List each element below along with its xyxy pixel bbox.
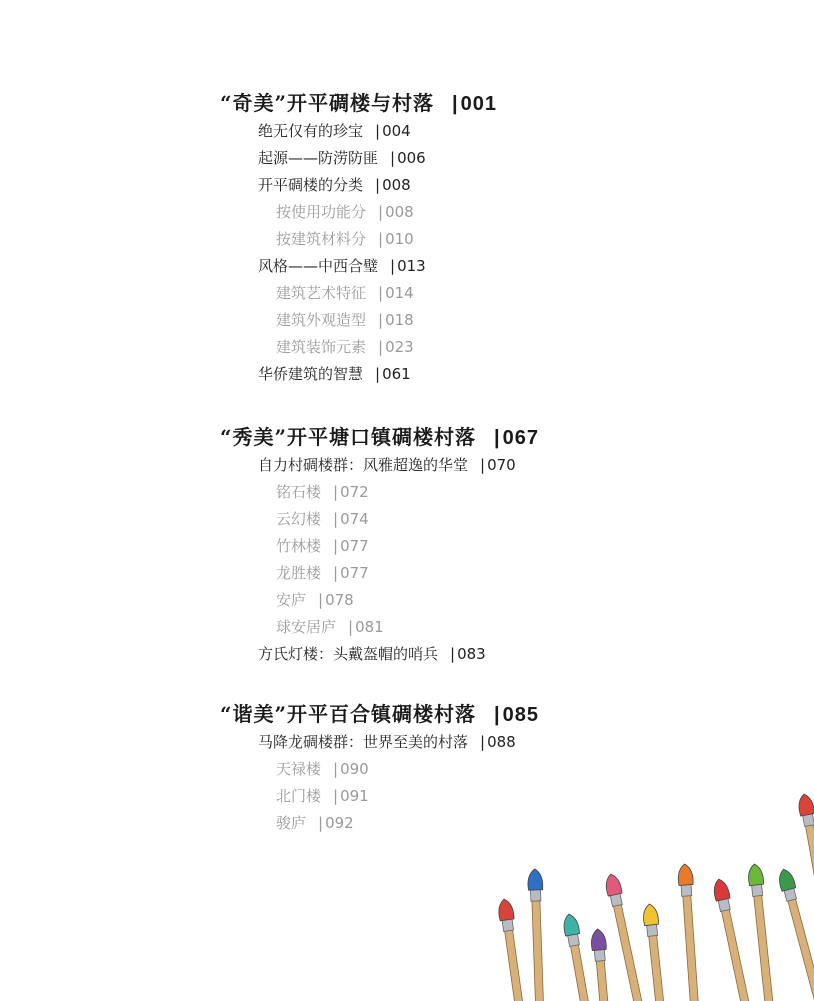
entry-title: 绝无仅有的珍宝 <box>258 122 364 140</box>
entry-page-number: | 008 <box>375 176 411 194</box>
toc-entry[interactable] <box>220 452 539 479</box>
paintbrush-icon <box>776 867 814 1001</box>
entry-title: 骏庐 <box>276 814 307 832</box>
entry-title: 北门楼 <box>276 787 322 805</box>
section-title[interactable] <box>220 422 539 452</box>
toc-entry[interactable] <box>220 172 497 199</box>
entry-title: 开平碉楼的分类 <box>258 176 364 194</box>
toc-entry[interactable] <box>220 118 497 145</box>
entry-title: 按建筑材料分 <box>276 230 367 248</box>
toc-entry[interactable] <box>220 253 497 280</box>
toc-entry[interactable] <box>220 729 539 756</box>
entry-page-number: | 004 <box>375 122 411 140</box>
entry-title: 按使用功能分 <box>276 203 367 221</box>
paintbrush-icon <box>604 873 653 1001</box>
entry-title: 马降龙碉楼群：世界至美的村落 <box>258 733 469 751</box>
entry-title: 方氏灯楼：头戴盔帽的哨兵 <box>258 645 439 663</box>
toc-subentry[interactable] <box>220 199 497 226</box>
toc-entry[interactable] <box>220 361 497 388</box>
section-page-number: | 085 <box>494 704 539 726</box>
toc-subentry[interactable] <box>220 307 497 334</box>
entry-title: 华侨建筑的智慧 <box>258 365 364 383</box>
entry-page-number: | 023 <box>378 338 414 356</box>
entry-page-number: | 013 <box>390 257 426 275</box>
entry-page-number: | 088 <box>480 733 516 751</box>
section-title-text: “秀美”开平塘口镇碉楼村落 <box>220 425 477 449</box>
entry-page-number: | 072 <box>333 483 369 501</box>
toc-subentry[interactable] <box>220 479 539 506</box>
section-title-text: “奇美”开平碉楼与村落 <box>220 91 435 115</box>
entry-page-number: | 092 <box>318 814 354 832</box>
entry-page-number: | 061 <box>375 365 411 383</box>
entry-page-number: | 077 <box>333 537 369 555</box>
entry-title: 风格——中西合璧 <box>258 257 379 275</box>
entry-title: 起源——防涝防匪 <box>258 149 379 167</box>
paintbrushes-illustration <box>480 780 814 1001</box>
entry-title: 建筑艺术特征 <box>276 284 367 302</box>
entry-title: 球安居庐 <box>276 618 337 636</box>
entry-title: 竹林楼 <box>276 537 322 555</box>
entry-title: 自力村碉楼群：风雅超逸的华堂 <box>258 456 469 474</box>
toc-section <box>220 422 539 668</box>
paintbrush-icon <box>562 913 599 1001</box>
entry-page-number: | 083 <box>450 645 486 663</box>
paintbrush-icon <box>497 898 531 1001</box>
paintbrush-icon <box>642 903 671 1001</box>
entry-page-number: | 018 <box>378 311 414 329</box>
toc-subentry[interactable] <box>220 614 539 641</box>
entry-title: 安庐 <box>276 591 307 609</box>
entry-title: 云幻楼 <box>276 510 322 528</box>
toc-section <box>220 88 497 388</box>
section-title-text: “谐美”开平百合镇碉楼村落 <box>220 702 477 726</box>
toc-entry[interactable] <box>220 145 497 172</box>
toc-subentry[interactable] <box>220 756 539 783</box>
paintbrush-icon <box>677 864 704 1001</box>
entry-page-number: | 070 <box>480 456 516 474</box>
section-page-number: | 067 <box>494 427 539 449</box>
entry-page-number: | 077 <box>333 564 369 582</box>
entry-page-number: | 010 <box>378 230 414 248</box>
section-title[interactable] <box>220 699 539 729</box>
entry-page-number: | 006 <box>390 149 426 167</box>
entry-page-number: | 091 <box>333 787 369 805</box>
toc-subentry[interactable] <box>220 226 497 253</box>
entry-page-number: | 081 <box>348 618 384 636</box>
entry-title: 铭石楼 <box>276 483 322 501</box>
entry-page-number: | 008 <box>378 203 414 221</box>
toc-subentry[interactable] <box>220 533 539 560</box>
paintbrush-icon <box>527 869 548 1001</box>
toc-subentry[interactable] <box>220 334 497 361</box>
entry-page-number: | 090 <box>333 760 369 778</box>
entry-page-number: | 078 <box>318 591 354 609</box>
entry-title: 天禄楼 <box>276 760 322 778</box>
paintbrush-icon <box>590 928 615 1001</box>
toc-subentry[interactable] <box>220 560 539 587</box>
toc-subentry[interactable] <box>220 506 539 533</box>
entry-title: 龙胜楼 <box>276 564 322 582</box>
entry-page-number: | 074 <box>333 510 369 528</box>
toc-subentry[interactable] <box>220 587 539 614</box>
section-title[interactable] <box>220 88 497 118</box>
toc-entry[interactable] <box>220 641 539 668</box>
entry-page-number: | 014 <box>378 284 414 302</box>
entry-title: 建筑外观造型 <box>276 311 367 329</box>
paintbrush-icon <box>747 863 780 1001</box>
entry-title: 建筑装饰元素 <box>276 338 367 356</box>
toc-subentry[interactable] <box>220 280 497 307</box>
section-page-number: | 001 <box>452 93 497 115</box>
